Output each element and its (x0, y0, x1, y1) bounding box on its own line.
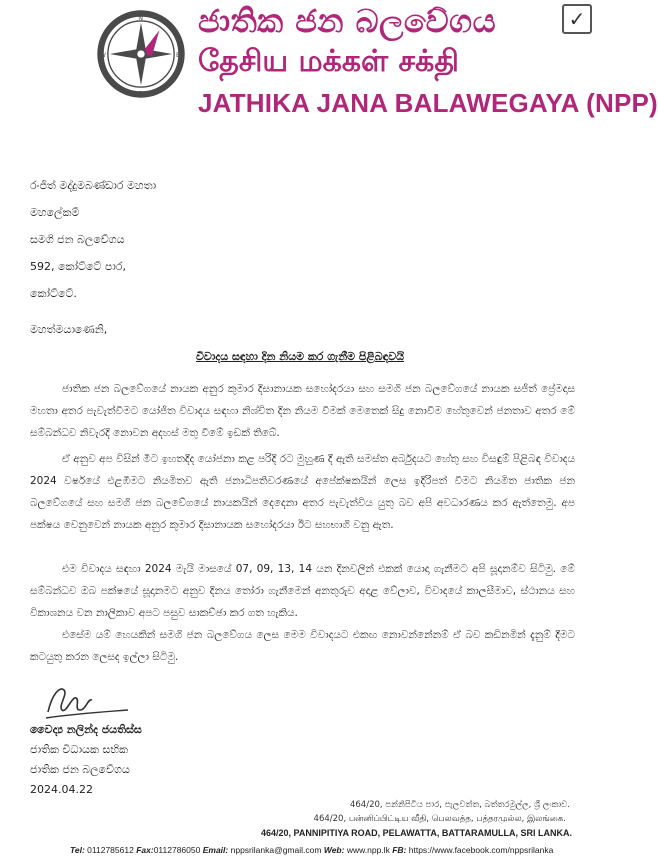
svg-text:S: S (138, 89, 143, 98)
recipient-name: රංජිත් මද්දුමබණ්ඩාර මහතා (30, 179, 157, 192)
checkmark-icon: ✓ (562, 4, 592, 34)
web-value[interactable]: www.npp.lk (346, 845, 390, 855)
sender-party: ජාතික ජන බලවේගය (30, 763, 130, 776)
recipient-title: මහලේකම් (30, 206, 80, 219)
email-value[interactable]: nppsrilanka@gmail.com (230, 845, 322, 855)
body-paragraph-4: එසේම යම් හෙයකින් සමගි ජන බලවේගය ලෙස මෙම විවාදයට එකඟ නොවන්නේනම් ඒ බව කඩිනමින් දැනුම් දීමට කටයුතු කරන ලෙසද ඉල්ලා සිටිමු. (30, 629, 575, 663)
salutation: මහත්මයාණෙනි, (30, 323, 108, 336)
recipient-org: සමගි ජන බලවේගය (30, 233, 125, 246)
tel-label: Tel: (70, 845, 85, 855)
letter-subject: විවාදය සඳහා දින නියම කර ගැනීම පිළිබඳවයි (195, 350, 405, 363)
party-name-sinhala: ජාතික ජන බලවේගය (198, 2, 497, 40)
email-label: Email: (202, 845, 229, 855)
footer-address-tamil: 464/20, பன்னிப்பிட்டிய வீதி, பெலவத்த, பத்தரமுல்ல, இலங்கை. (313, 814, 566, 824)
body-paragraph-1: ජාතික ජන බලවේගයේ නායක අනුර කුමාර දිසානායක සහෝදරයා සහ සමගි ජන බලවේගයේ නායක සජිත් ප්‍රේමදාස මහතා අතර පැවැත්වීමට යෝජිත විවාදය සඳහා නිශ්චිත දින නියම වීමක් මෙතෙක් සිදු නොවීම හේතුවෙන් ජනතාව අතර මේ සම්බන්ධව නිවැරදි නොවන අදහස් මතු වීමේ ඉඩක් තිබේ. (30, 383, 575, 439)
letter-date: 2024.04.22 (30, 783, 93, 796)
body-paragraph-3: එම විවාදය සඳහා 2024 මැයි මාසයේ 07, 09, 13, 14 යන දිනවලින් එකක් යොදා ගැනීමට අපි සූදානම්ව සිටිමු. මේ සම්බන්ධව ඔබ පක්ෂයේ සූදානමට අනුව දිනය තෝරා ගැනීමෙන් අනතුරුව අදාළ වේලාව, විවාදයේ කාලසීමාව, ස්ථානය සහ විකාශනය වන නාලිකාව අපට පසුව සාකච්ඡා කර ගත හැකිය. (30, 563, 575, 619)
signature-icon (42, 676, 132, 724)
sender-block (30, 720, 142, 800)
footer-address-sinhala: 464/20, පන්නිපිටිය පාර, පැලවත්ත, බත්තරමුල්ල, ශ්‍රී ලංකාව. (349, 800, 570, 810)
party-name-english: JATHIKA JANA BALAWEGAYA (NPP) (198, 88, 658, 118)
fb-label: FB: (392, 845, 407, 855)
fax-label: Fax: (136, 845, 154, 855)
tel-value: 0112785612 (87, 845, 134, 855)
letterhead (0, 0, 658, 122)
web-label: Web: (323, 845, 345, 855)
recipient-address (30, 172, 156, 307)
sender-title: ජාතික විධායක සභික (30, 743, 128, 756)
footer-contact (70, 845, 590, 855)
compass-logo-icon (95, 8, 187, 100)
fax-value: 0112786050 (153, 845, 201, 855)
recipient-city: කෝට්ටේ. (30, 287, 77, 300)
recipient-street: 592, කෝට්ටේ පාර, (30, 260, 127, 273)
body-paragraph-2: ඒ අනුව අප විසින් මීට ඉහතදීද යෝජනා කළ පරිදි රට මුහුණ දී ඇති සමස්ත අර්බුදයට හේතු සහ විසඳුම් පිළිබඳ විවාදය 2024 වර්ෂයේ එළඹීමට නියමිතව ඇති ජනාධිපතිවරණයේ අපේක්ෂකයින් ලෙස ඉදිරිපත් වීමට නියමිත ජාතික ජන බලවේගයේ සහ සමගි ජන බලවේගයේ නායකයින් දෙදෙනා අතර පැවැත්විය යුතු බව අපි අවධාරණය කර ඇත්තෙමු. අප පක්ෂය වෙනුවෙන් නායක අනුර කුමාර දිසානායක සහෝදරයා ඊට සහභාගි වනු ඇත. (30, 453, 575, 531)
svg-text:N: N (138, 13, 144, 22)
fb-value[interactable]: https://www.facebook.com/nppsrilanka (408, 845, 554, 855)
sender-name: වෛද්‍ය නලින්ද ජයතිස්ස (30, 723, 142, 736)
svg-text:W: W (99, 50, 106, 59)
svg-text:E: E (175, 50, 181, 59)
footer-address-english: 464/20, PANNIPITIYA ROAD, PELAWATTA, BATTARAMULLA, SRI LANKA. (260, 828, 572, 838)
party-name-tamil: தேசிய மக்கள் சக்தி (198, 44, 459, 79)
